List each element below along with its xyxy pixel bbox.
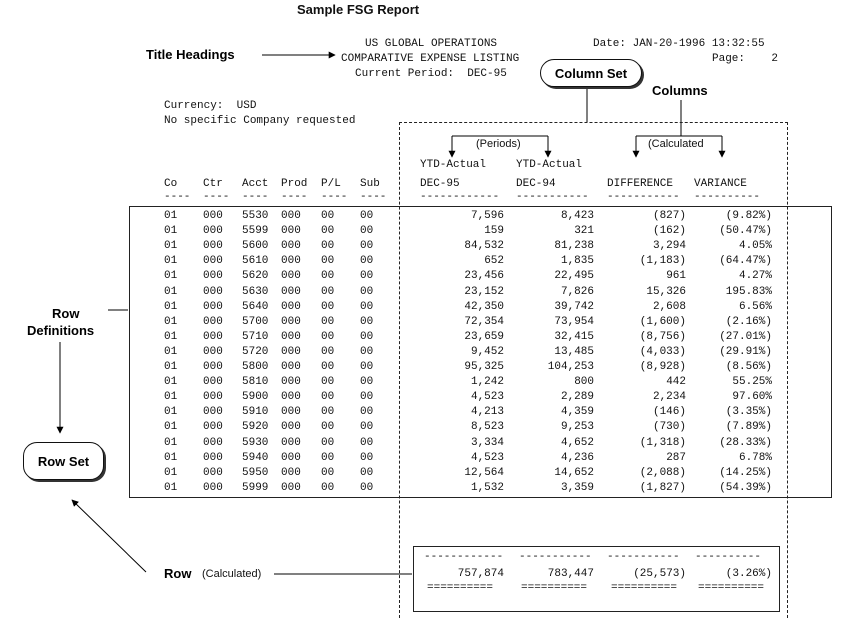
row-cell-sub: 00 xyxy=(360,270,374,282)
row-cell-acct: 5630 xyxy=(242,286,269,298)
row-cell-co: 01 xyxy=(164,301,178,313)
totals-col1: 757,874 xyxy=(457,568,504,580)
col4-underline: ---------- xyxy=(694,191,761,203)
sub-underline: ---- xyxy=(360,191,387,203)
row-cell-c2: 39,742 xyxy=(554,301,594,313)
totals-col4: (3.26%) xyxy=(725,568,772,580)
row-cell-c2: 4,236 xyxy=(560,452,594,464)
periods-label: (Periods) xyxy=(476,138,521,150)
pl-header: P/L xyxy=(321,178,341,190)
row-cell-c4: (8.56%) xyxy=(725,361,772,373)
row-cell-pl: 00 xyxy=(321,225,335,237)
col1-header-bottom: DEC-95 xyxy=(420,178,460,190)
row-cell-ctr: 000 xyxy=(203,301,223,313)
row-cell-ctr: 000 xyxy=(203,240,223,252)
row-cell-pl: 00 xyxy=(321,210,335,222)
row-cell-ctr: 000 xyxy=(203,316,223,328)
report-title-3: Current Period: DEC-95 xyxy=(355,68,507,80)
row-cell-prod: 000 xyxy=(281,391,301,403)
row-cell-c2: 2,289 xyxy=(560,391,594,403)
row-cell-sub: 00 xyxy=(360,361,374,373)
col2-underline: ----------- xyxy=(516,191,589,203)
row-cell-co: 01 xyxy=(164,225,178,237)
row-cell-c1: 652 xyxy=(484,255,504,267)
row-cell-c3: (146) xyxy=(652,406,686,418)
row-cell-c3: (8,928) xyxy=(639,361,686,373)
company-line: No specific Company requested xyxy=(164,115,356,127)
row-cell-c3: (730) xyxy=(652,421,686,433)
co-underline: ---- xyxy=(164,191,191,203)
title-headings-label: Title Headings xyxy=(146,47,235,62)
row-cell-c1: 42,350 xyxy=(464,301,504,313)
row-cell-acct: 5600 xyxy=(242,240,269,252)
row-cell-c3: 2,234 xyxy=(652,391,686,403)
row-cell-ctr: 000 xyxy=(203,210,223,222)
row-cell-c4: (27.01%) xyxy=(719,331,772,343)
row-cell-ctr: 000 xyxy=(203,482,223,494)
sub-header: Sub xyxy=(360,178,380,190)
row-label: Row xyxy=(164,566,192,581)
row-cell-c3: (1,827) xyxy=(639,482,686,494)
row-cell-c1: 4,523 xyxy=(470,391,504,403)
row-cell-prod: 000 xyxy=(281,346,301,358)
column-set-pill xyxy=(540,59,642,87)
row-cell-co: 01 xyxy=(164,346,178,358)
row-cell-ctr: 000 xyxy=(203,452,223,464)
row-cell-c1: 1,532 xyxy=(470,482,504,494)
row-cell-co: 01 xyxy=(164,467,178,479)
row-cell-c3: 15,326 xyxy=(646,286,686,298)
row-set-pill xyxy=(23,442,104,480)
row-cell-acct: 5950 xyxy=(242,467,269,479)
row-cell-ctr: 000 xyxy=(203,437,223,449)
row-cell-pl: 00 xyxy=(321,301,335,313)
row-cell-c4: (28.33%) xyxy=(719,437,772,449)
row-cell-c3: (162) xyxy=(652,225,686,237)
ctr-header: Ctr xyxy=(203,178,223,190)
row-cell-c3: (2,088) xyxy=(639,467,686,479)
row-cell-c1: 23,456 xyxy=(464,270,504,282)
row-cell-sub: 00 xyxy=(360,286,374,298)
row-cell-c4: (64.47%) xyxy=(719,255,772,267)
calculated-label: (Calculated xyxy=(648,138,704,150)
row-cell-prod: 000 xyxy=(281,225,301,237)
row-cell-ctr: 000 xyxy=(203,421,223,433)
row-cell-c3: 961 xyxy=(666,270,686,282)
row-cell-sub: 00 xyxy=(360,316,374,328)
col2-header-top: YTD-Actual xyxy=(516,159,583,171)
row-cell-c1: 23,152 xyxy=(464,286,504,298)
acct-underline: ---- xyxy=(242,191,269,203)
currency-line: Currency: USD xyxy=(164,100,257,112)
report-page: Page: 2 xyxy=(712,53,779,65)
row-cell-c2: 81,238 xyxy=(554,240,594,252)
row-cell-sub: 00 xyxy=(360,301,374,313)
row-cell-c2: 14,652 xyxy=(554,467,594,479)
prod-underline: ---- xyxy=(281,191,308,203)
row-cell-c4: (7.89%) xyxy=(725,421,772,433)
row-cell-acct: 5930 xyxy=(242,437,269,449)
row-cell-c1: 3,334 xyxy=(470,437,504,449)
totals-dash-2: ----------- xyxy=(519,551,592,563)
row-cell-co: 01 xyxy=(164,406,178,418)
row-cell-co: 01 xyxy=(164,452,178,464)
row-cell-c4: 6.56% xyxy=(738,301,772,313)
row-cell-acct: 5710 xyxy=(242,331,269,343)
row-cell-c4: (29.91%) xyxy=(719,346,772,358)
totals-col2: 783,447 xyxy=(547,568,594,580)
row-cell-pl: 00 xyxy=(321,255,335,267)
row-cell-pl: 00 xyxy=(321,316,335,328)
row-cell-sub: 00 xyxy=(360,346,374,358)
row-cell-ctr: 000 xyxy=(203,391,223,403)
row-cell-prod: 000 xyxy=(281,286,301,298)
row-cell-ctr: 000 xyxy=(203,331,223,343)
row-cell-co: 01 xyxy=(164,240,178,252)
row-cell-c4: (9.82%) xyxy=(725,210,772,222)
row-cell-sub: 00 xyxy=(360,482,374,494)
column-set-dashed-top xyxy=(399,122,788,123)
row-cell-co: 01 xyxy=(164,255,178,267)
row-cell-c2: 4,359 xyxy=(560,406,594,418)
row-cell-c3: (1,318) xyxy=(639,437,686,449)
row-cell-pl: 00 xyxy=(321,482,335,494)
row-cell-ctr: 000 xyxy=(203,467,223,479)
row-cell-acct: 5900 xyxy=(242,391,269,403)
row-cell-c2: 22,495 xyxy=(554,270,594,282)
row-cell-co: 01 xyxy=(164,421,178,433)
row-cell-sub: 00 xyxy=(360,376,374,388)
row-cell-prod: 000 xyxy=(281,452,301,464)
row-cell-prod: 000 xyxy=(281,331,301,343)
row-cell-c4: (50.47%) xyxy=(719,225,772,237)
totals-eq-3: ========== xyxy=(611,582,678,594)
row-cell-c2: 1,835 xyxy=(560,255,594,267)
row-cell-acct: 5800 xyxy=(242,361,269,373)
row-cell-prod: 000 xyxy=(281,437,301,449)
row-cell-c2: 4,652 xyxy=(560,437,594,449)
row-cell-c4: 55.25% xyxy=(732,376,772,388)
row-cell-c4: 97.60% xyxy=(732,391,772,403)
row-cell-sub: 00 xyxy=(360,210,374,222)
row-cell-prod: 000 xyxy=(281,421,301,433)
row-cell-prod: 000 xyxy=(281,406,301,418)
row-cell-c4: (3.35%) xyxy=(725,406,772,418)
row-cell-co: 01 xyxy=(164,437,178,449)
row-cell-sub: 00 xyxy=(360,391,374,403)
row-cell-acct: 5720 xyxy=(242,346,269,358)
row-cell-c1: 9,452 xyxy=(470,346,504,358)
row-cell-pl: 00 xyxy=(321,361,335,373)
row-cell-pl: 00 xyxy=(321,421,335,433)
row-cell-co: 01 xyxy=(164,210,178,222)
row-cell-sub: 00 xyxy=(360,421,374,433)
row-cell-c4: (14.25%) xyxy=(719,467,772,479)
row-cell-pl: 00 xyxy=(321,240,335,252)
row-cell-c1: 84,532 xyxy=(464,240,504,252)
row-cell-c2: 9,253 xyxy=(560,421,594,433)
row-cell-ctr: 000 xyxy=(203,270,223,282)
col3-header: DIFFERENCE xyxy=(607,178,674,190)
row-cell-c3: (8,756) xyxy=(639,331,686,343)
pl-underline: ---- xyxy=(321,191,348,203)
col1-header-top: YTD-Actual xyxy=(420,159,487,171)
row-cell-c1: 95,325 xyxy=(464,361,504,373)
row-cell-c1: 8,523 xyxy=(470,421,504,433)
ctr-underline: ---- xyxy=(203,191,230,203)
row-cell-co: 01 xyxy=(164,286,178,298)
totals-eq-2: ========== xyxy=(521,582,588,594)
row-cell-co: 01 xyxy=(164,270,178,282)
row-cell-ctr: 000 xyxy=(203,286,223,298)
row-cell-c3: 287 xyxy=(666,452,686,464)
row-calculated-label: (Calculated) xyxy=(202,568,262,580)
row-cell-co: 01 xyxy=(164,331,178,343)
report-title-2: COMPARATIVE EXPENSE LISTING xyxy=(341,53,520,65)
row-cell-pl: 00 xyxy=(321,286,335,298)
acct-header: Acct xyxy=(242,178,269,190)
row-cell-c3: 3,294 xyxy=(652,240,686,252)
row-cell-ctr: 000 xyxy=(203,225,223,237)
row-pointer-arrow xyxy=(72,500,146,572)
row-cell-c1: 72,354 xyxy=(464,316,504,328)
row-cell-c1: 12,564 xyxy=(464,467,504,479)
row-cell-prod: 000 xyxy=(281,361,301,373)
col1-underline: ------------ xyxy=(420,191,500,203)
row-cell-prod: 000 xyxy=(281,270,301,282)
row-cell-sub: 00 xyxy=(360,255,374,267)
row-cell-c2: 104,253 xyxy=(547,361,594,373)
row-cell-pl: 00 xyxy=(321,270,335,282)
row-cell-c2: 13,485 xyxy=(554,346,594,358)
row-cell-ctr: 000 xyxy=(203,361,223,373)
row-cell-c2: 7,826 xyxy=(560,286,594,298)
row-cell-acct: 5620 xyxy=(242,270,269,282)
row-cell-acct: 5999 xyxy=(242,482,269,494)
row-cell-prod: 000 xyxy=(281,301,301,313)
report-date: Date: JAN-20-1996 13:32:55 xyxy=(593,38,765,50)
row-cell-pl: 00 xyxy=(321,467,335,479)
row-cell-sub: 00 xyxy=(360,240,374,252)
row-cell-c2: 73,954 xyxy=(554,316,594,328)
col2-header-bottom: DEC-94 xyxy=(516,178,556,190)
totals-col3: (25,573) xyxy=(633,568,686,580)
row-cell-c1: 1,242 xyxy=(470,376,504,388)
row-cell-sub: 00 xyxy=(360,331,374,343)
col3-underline: ----------- xyxy=(607,191,680,203)
row-cell-c4: (54.39%) xyxy=(719,482,772,494)
row-cell-acct: 5530 xyxy=(242,210,269,222)
row-cell-c1: 23,659 xyxy=(464,331,504,343)
row-cell-c2: 32,415 xyxy=(554,331,594,343)
row-cell-c3: (1,600) xyxy=(639,316,686,328)
row-cell-acct: 5920 xyxy=(242,421,269,433)
row-cell-prod: 000 xyxy=(281,376,301,388)
row-cell-c3: (1,183) xyxy=(639,255,686,267)
totals-dash-1: ------------ xyxy=(424,551,504,563)
row-cell-c4: 4.05% xyxy=(738,240,772,252)
row-cell-sub: 00 xyxy=(360,452,374,464)
row-cell-c4: (2.16%) xyxy=(725,316,772,328)
row-cell-c1: 4,523 xyxy=(470,452,504,464)
col4-header: VARIANCE xyxy=(694,178,747,190)
row-cell-pl: 00 xyxy=(321,376,335,388)
row-cell-acct: 5940 xyxy=(242,452,269,464)
row-cell-acct: 5810 xyxy=(242,376,269,388)
row-cell-sub: 00 xyxy=(360,437,374,449)
row-cell-co: 01 xyxy=(164,316,178,328)
row-cell-c4: 6.78% xyxy=(738,452,772,464)
row-cell-c4: 4.27% xyxy=(738,270,772,282)
row-cell-pl: 00 xyxy=(321,452,335,464)
row-cell-ctr: 000 xyxy=(203,376,223,388)
row-cell-c3: 442 xyxy=(666,376,686,388)
totals-dash-4: ---------- xyxy=(695,551,762,563)
row-definitions-label-2: Definitions xyxy=(27,323,95,338)
column-set-label: Column Set xyxy=(554,65,628,81)
row-cell-acct: 5610 xyxy=(242,255,269,267)
row-cell-prod: 000 xyxy=(281,255,301,267)
row-cell-pl: 00 xyxy=(321,391,335,403)
row-cell-acct: 5599 xyxy=(242,225,269,237)
row-cell-co: 01 xyxy=(164,482,178,494)
row-cell-pl: 00 xyxy=(321,331,335,343)
row-cell-prod: 000 xyxy=(281,210,301,222)
row-cell-acct: 5910 xyxy=(242,406,269,418)
row-cell-sub: 00 xyxy=(360,225,374,237)
row-cell-c3: (827) xyxy=(652,210,686,222)
totals-eq-4: ========== xyxy=(698,582,765,594)
row-cell-sub: 00 xyxy=(360,406,374,418)
co-header: Co xyxy=(164,178,178,190)
figure-title: Sample FSG Report xyxy=(297,2,420,17)
columns-label: Columns xyxy=(652,83,708,98)
row-cell-c1: 159 xyxy=(484,225,504,237)
row-cell-co: 01 xyxy=(164,391,178,403)
row-cell-prod: 000 xyxy=(281,482,301,494)
row-cell-co: 01 xyxy=(164,361,178,373)
row-cell-ctr: 000 xyxy=(203,406,223,418)
row-cell-ctr: 000 xyxy=(203,346,223,358)
totals-dash-3: ----------- xyxy=(607,551,680,563)
prod-header: Prod xyxy=(281,178,308,190)
row-cell-c1: 4,213 xyxy=(470,406,504,418)
row-cell-pl: 00 xyxy=(321,346,335,358)
row-definitions-label-1: Row xyxy=(52,306,80,321)
row-cell-c2: 3,359 xyxy=(560,482,594,494)
row-cell-prod: 000 xyxy=(281,316,301,328)
row-cell-prod: 000 xyxy=(281,467,301,479)
totals-eq-1: ========== xyxy=(427,582,494,594)
row-set-label: Row Set xyxy=(37,453,90,469)
row-cell-c2: 321 xyxy=(574,225,594,237)
report-title-1: US GLOBAL OPERATIONS xyxy=(365,38,498,50)
row-cell-c3: (4,033) xyxy=(639,346,686,358)
row-cell-c3: 2,608 xyxy=(652,301,686,313)
row-cell-c2: 8,423 xyxy=(560,210,594,222)
row-cell-pl: 00 xyxy=(321,437,335,449)
row-cell-acct: 5700 xyxy=(242,316,269,328)
row-cell-c4: 195.83% xyxy=(725,286,772,298)
row-cell-acct: 5640 xyxy=(242,301,269,313)
row-cell-co: 01 xyxy=(164,376,178,388)
row-cell-c2: 800 xyxy=(574,376,594,388)
row-cell-ctr: 000 xyxy=(203,255,223,267)
row-cell-sub: 00 xyxy=(360,467,374,479)
row-cell-c1: 7,596 xyxy=(470,210,504,222)
row-cell-prod: 000 xyxy=(281,240,301,252)
row-cell-pl: 00 xyxy=(321,406,335,418)
